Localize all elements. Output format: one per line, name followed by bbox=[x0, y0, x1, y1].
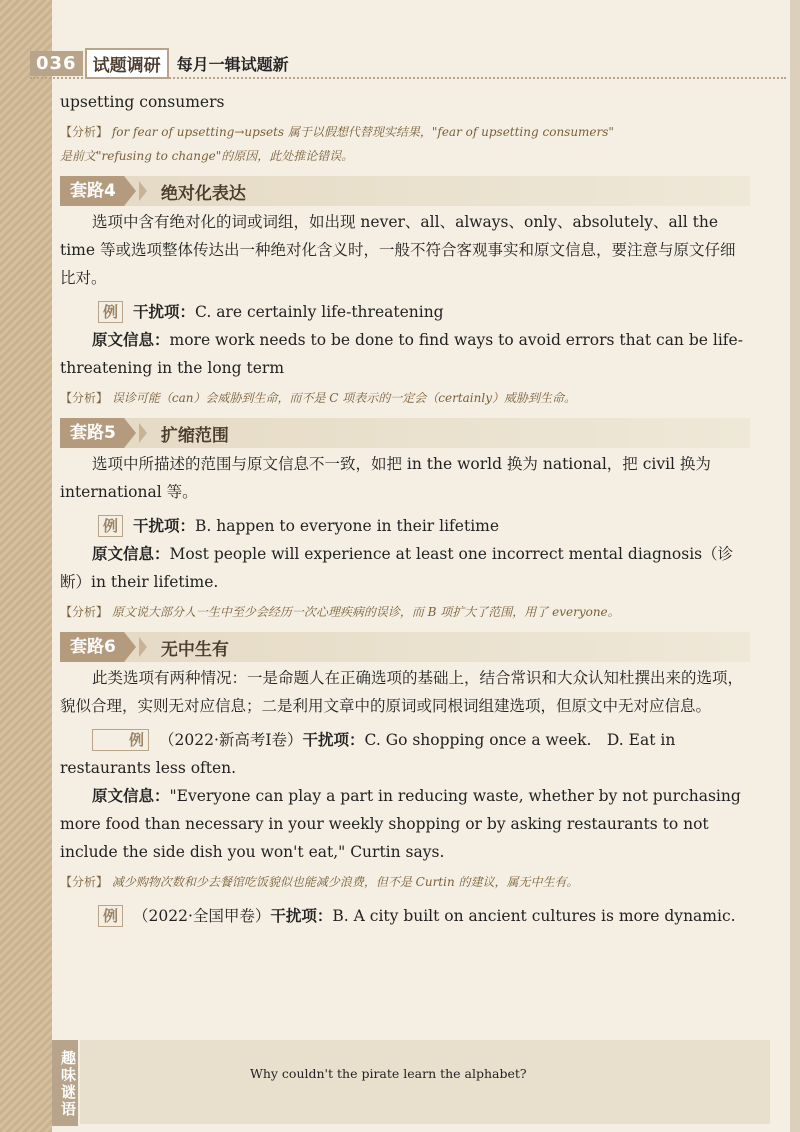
note-text: 误诊可能（can）会威胁到生命，而不是 C 项表示的一定会（certainly）威胁到生命。 bbox=[111, 391, 576, 405]
riddle-tag: 趣味谜语 bbox=[52, 1040, 78, 1126]
source-text: "Everyone can play a part in reducing waste, whether by not purchasing more food than necessary in your weekly shopping or by asking restaurants to not include the side dish you won't eat," Curtin says. bbox=[60, 787, 741, 861]
riddle-question: Why couldn't the pirate learn the alphabet? bbox=[250, 1066, 527, 1081]
section-header bbox=[60, 176, 750, 206]
source-text: Most people will experience at least one incorrect mental diagnosis（诊断）in their lifetime. bbox=[60, 545, 734, 591]
note-tag: 【分析】 bbox=[60, 605, 109, 619]
example-badge: 例 bbox=[98, 905, 123, 927]
page-header bbox=[30, 50, 289, 76]
example-paragraph bbox=[60, 726, 750, 782]
header-divider bbox=[30, 77, 786, 79]
note-text: 是前文"refusing to change"的原因，此处推论错误。 bbox=[60, 149, 354, 163]
source-label: 原文信息： bbox=[92, 545, 170, 563]
left-stripe bbox=[0, 0, 58, 1132]
source-paragraph bbox=[60, 326, 750, 382]
section-description: 选项中含有绝对化的词或词组，如出现 never、all、always、only、absolutely、all the time 等或选项整体传达出一种绝对化含义时，一般不符合客观事实和原文信息，要注意与原文仔细比对。 bbox=[60, 213, 736, 287]
example-label: 干扰项： bbox=[302, 731, 365, 749]
chevron-icon bbox=[124, 418, 136, 448]
riddle-box bbox=[80, 1040, 770, 1124]
source-label: 原文信息： bbox=[92, 331, 170, 349]
example-row bbox=[60, 902, 750, 930]
analysis-note bbox=[60, 870, 750, 894]
note-text: for fear of upsetting→upsets 属于以假想代替现实结果，"fear of upsetting consumers" bbox=[111, 125, 614, 139]
section-tag: 套路4 bbox=[60, 176, 124, 206]
section-description: 选项中所描述的范围与原文信息不一致，如把 in the world 换为 national，把 civil 换为 international 等。 bbox=[60, 455, 711, 501]
source-paragraph bbox=[60, 540, 750, 596]
chevron-icon bbox=[139, 181, 147, 201]
main-content bbox=[60, 88, 750, 930]
intro-line: upsetting consumers bbox=[60, 93, 225, 111]
source-paragraph bbox=[60, 782, 750, 866]
example-badge: 例 bbox=[98, 515, 123, 537]
note-text: 原文说大部分人一生中至少会经历一次心理疾病的误诊，而 B 项扩大了范围，用了 everyone。 bbox=[111, 605, 620, 619]
intro-note bbox=[60, 120, 750, 168]
example-source: （2022·新高考Ⅰ卷） bbox=[159, 731, 303, 749]
analysis-note bbox=[60, 386, 750, 410]
section-tag: 套路5 bbox=[60, 418, 124, 448]
example-source: （2022·全国甲卷） bbox=[133, 907, 271, 925]
section-description: 此类选项有两种情况：一是命题人在正确选项的基础上，结合常识和大众认知杜撰出来的选项，貌似合理，实则无对应信息；二是利用文章中的原词或同根词组建选项，但原文中无对应信息。 bbox=[60, 669, 744, 715]
example-label: 干扰项： bbox=[133, 303, 196, 321]
section-tag: 套路6 bbox=[60, 632, 124, 662]
example-text: C. are certainly life-threatening bbox=[195, 303, 444, 321]
section-title: 绝对化表达 bbox=[160, 183, 246, 204]
example-text: B. A city built on ancient cultures is more dynamic. bbox=[332, 907, 736, 925]
example-label: 干扰项： bbox=[270, 907, 333, 925]
chevron-icon bbox=[139, 423, 147, 443]
section-title: 扩缩范围 bbox=[160, 425, 229, 446]
analysis-note bbox=[60, 600, 750, 624]
chevron-icon bbox=[124, 632, 136, 662]
column-name: 试题调研 bbox=[85, 48, 169, 79]
example-text: B. happen to everyone in their lifetime bbox=[195, 517, 500, 535]
chevron-icon bbox=[124, 176, 136, 206]
section-header bbox=[60, 418, 750, 448]
chevron-icon bbox=[139, 637, 147, 657]
note-text: 减少购物次数和少去餐馆吃饭貌似也能减少浪费，但不是 Curtin 的建议，属无中生有。 bbox=[111, 875, 579, 889]
note-tag: 【分析】 bbox=[60, 391, 109, 405]
example-badge: 例 bbox=[98, 301, 123, 323]
example-row bbox=[60, 512, 750, 540]
page-number: 036 bbox=[30, 51, 83, 76]
section-header bbox=[60, 632, 750, 662]
example-row bbox=[60, 298, 750, 326]
example-text: C. Go shopping once a week. D. Eat in restaurants less often. bbox=[60, 731, 676, 777]
series-title: 每月一辑试题新 bbox=[176, 54, 289, 74]
note-tag: 【分析】 bbox=[60, 875, 109, 889]
example-label: 干扰项： bbox=[133, 517, 196, 535]
section-title: 无中生有 bbox=[160, 639, 229, 660]
note-tag: 【分析】 bbox=[60, 125, 109, 139]
source-label: 原文信息： bbox=[92, 787, 170, 805]
right-stripe bbox=[790, 0, 800, 1132]
source-text: more work needs to be done to find ways to avoid errors that can be life-threatening in the long term bbox=[60, 331, 743, 377]
example-badge: 例 bbox=[92, 729, 149, 751]
